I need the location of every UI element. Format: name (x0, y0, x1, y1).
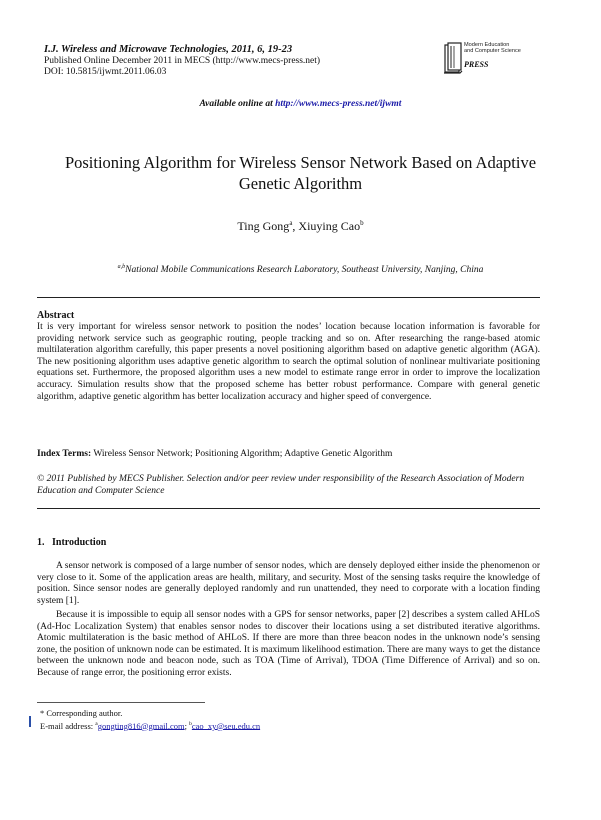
author-name: Xiuying Cao (298, 219, 361, 233)
affiliation: $^{a,b}$National Mobile Communications Research Laboratory, Southeast University, Nanjing, China (117, 264, 484, 276)
divider (37, 508, 540, 509)
doi: DOI: 10.5815/ijwmt.2011.06.03 (44, 67, 167, 77)
publication-info: Published Online December 2011 in MECS (http://www.mecs-press.net) (44, 55, 321, 66)
email-line: E-mail address: $^a$gongting816@gmail.com; $^b$cao_xy@seu.edu.cn (40, 720, 261, 731)
author-name: Ting Gong (237, 219, 290, 233)
logo-text: Modern Education and Computer Science (464, 42, 521, 55)
index-terms: Index Terms: Wireless Sensor Network; Positioning Algorithm; Adaptive Genetic Algorithm (37, 449, 393, 459)
corresponding-author: * Corresponding author. (40, 708, 123, 718)
journal-url-link[interactable]: http://www.mecs-press.net/ijwmt (275, 99, 402, 109)
copyright-notice: © 2011 Published by MECS Publisher. Selection and/or peer review under responsibility of the Research Association of Modern Education and Computer Science (37, 474, 525, 496)
abstract-text: It is very important for wireless sensor network to position the nodes’ location because location information is favorable for providing network service such as geographic routing, people tracking and so on. After researching the range-based atomic multilateration algorithm carefully, this paper presents a novel positioning algorithm based on adaptive genetic algorithm (AGA). The new positioning algorithm uses adaptive genetic algorithm to search the optimal solution of nonlinear multivariate positioning equations set. Furthermore, the proposed algorithm uses a new model to estimate range error in order to improve the localization accuracy. Simulation results show that the proposed scheme has better robust performance. Compare with general genetic algorithm, adaptive genetic algorithm has better localization accuracy and higher speed of convergence. (37, 322, 540, 402)
change-bar (29, 716, 31, 727)
paragraph: A sensor network is composed of a large number of sensor nodes, which are densely deployed either inside the phenomenon or very close to it. Some of the application areas are health, military, and security. Most of the sensing tasks require the knowledge of position. Since sensor nodes are generally deployed randomly and run unattended, they need to corporate with a location finding system [1]. (37, 561, 540, 606)
footnote-divider (37, 702, 205, 703)
available-online: Available online at http://www.mecs-press.net/ijwmt (199, 99, 402, 109)
email-link[interactable]: cao_xy@seu.edu.cn (191, 720, 261, 731)
logo-press-wordmark: PRESS (464, 60, 489, 69)
abstract-heading: Abstract (37, 310, 75, 321)
email-link[interactable]: gongting816@gmail.com (97, 720, 185, 731)
divider (37, 297, 540, 298)
journal-citation: I.J. Wireless and Microwave Technologies, 2011, 6, 19-23 (44, 44, 293, 55)
book-stack-icon (442, 42, 464, 76)
authors: Ting Gong$^a$, Xiuying Cao$^b$ (237, 219, 364, 233)
paper-title: Positioning Algorithm for Wireless Sensor Network Based on Adaptive Genetic Algorithm (64, 153, 537, 193)
section-heading: 1. Introduction (37, 537, 107, 548)
mecs-press-logo (442, 40, 562, 80)
journal-header (44, 44, 320, 79)
paragraph: Because it is impossible to equip all sensor nodes with a GPS for sensor networks, paper [2] describes a system called AHLoS (Ad-Hoc Localization System) that enables sensor nodes to discover their locations using a set distributed iterative algorithms. Atomic multilateration is the basic method of AHLoS. If there are more than three beacon nodes in the unknown node’s sensing zone, the position of unknown node can be estimated. It is maximum likelihood estimation. There are many ways to get the distance between the unknown node and beacon node, such as TOA (Time of Arrival), TDOA (Time Difference of Arrival) and so on. Because of range error, the positioning error exists. (37, 610, 540, 678)
footnote (40, 708, 260, 731)
